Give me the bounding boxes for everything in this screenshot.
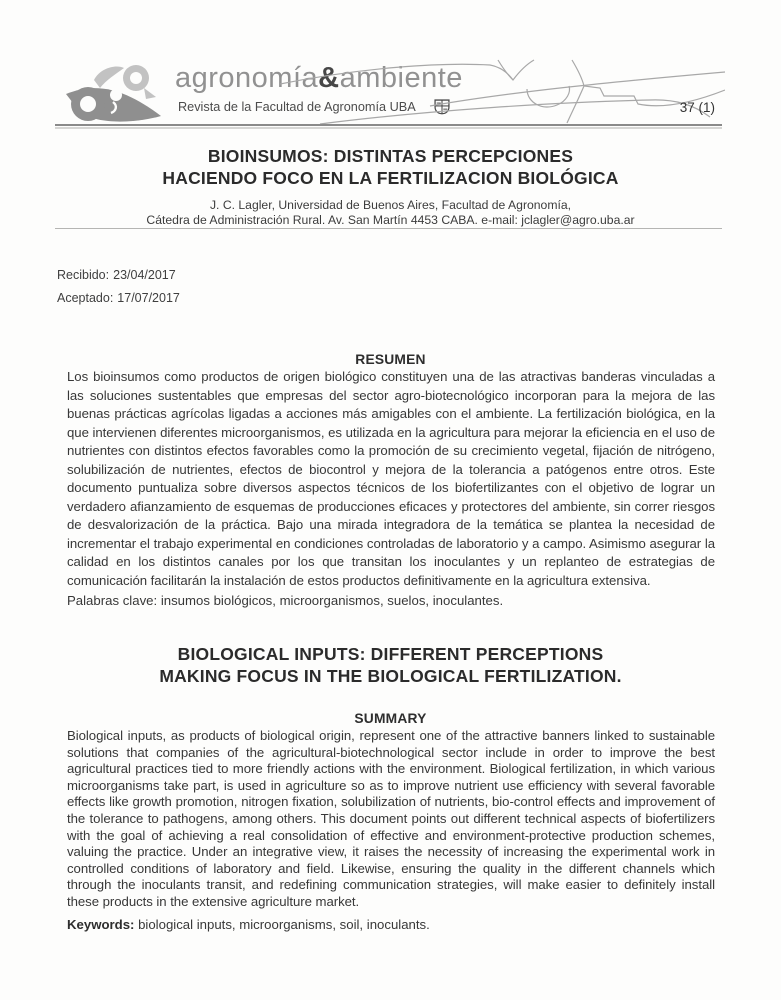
divider-rule <box>55 228 722 229</box>
keywords-line <box>67 917 715 934</box>
received-line <box>57 264 180 287</box>
received-date: 23/04/2017 <box>113 268 176 282</box>
brand-first-word: agronomía <box>175 62 319 94</box>
article-title-es-line2: HACIENDO FOCO EN LA FERTILIZACION BIOLÓGICA <box>162 167 619 188</box>
accepted-date: 17/07/2017 <box>117 290 180 305</box>
accepted-label: Aceptado: <box>57 290 114 305</box>
article-title-es <box>0 146 781 189</box>
author-affiliation <box>0 198 781 227</box>
brand-ampersand: & <box>318 62 340 94</box>
article-title-en-line1: BIOLOGICAL INPUTS: DIFFERENT PERCEPTIONS <box>177 644 604 664</box>
resumen-body: Los bioinsumos como productos de origen biológico constituyen una de las atractivas banderas vinculadas a las soluciones sustentables que empresas del sector agro-biotecnológico incorporan para la mejora de las buenas prácticas agrícolas ligadas a acciones más amigables con el ambiente. La fertilización biológica, en la que intervienen diferentes microorganismos, es utilizada en la agricultura para mejorar la eficiencia en el uso de nutrientes con distintos efectos favorables como la promoción de su crecimiento vegetal, fijación de nitrógeno, solubilización de nutrientes, efectos de biocontrol y mejora de la tolerancia a patógenos entre otros. Este documento puntualiza sobre diversos aspectos técnicos de los biofertilizantes con el objetivo de lograr un verdadero afianzamiento de esquemas de producciones eficaces y protectores del ambiente, sin correr riesgos de desvalorización de la práctica. Bajo una mirada integradora de la temática se plantea la necesidad de incrementar el trabajo experimental en condiciones controladas de laboratorio y a campo. Asimismo asegurar la calidad en los distintos canales por los que transitan los inoculantes y un replanteo de estrategias de comunicación facilitarán la instalación de estos productos definitivamente en la agricultura extensiva. <box>67 369 715 588</box>
author-line1: J. C. Lagler, Universidad de Buenos Aires, Facultad de Agronomía, <box>209 198 572 212</box>
resumen-heading: RESUMEN <box>355 352 426 367</box>
author-line2: Cátedra de Administración Rural. Av. San Martín 4453 CABA. e-mail: jclagler@agro.uba.ar <box>146 212 635 227</box>
manuscript-dates <box>57 264 180 309</box>
resumen-section <box>67 368 715 611</box>
summary-section <box>67 728 715 933</box>
keywords-text: biological inputs, microorganisms, soil, inoculants. <box>134 916 430 932</box>
issue-number: 37 (1) <box>679 100 715 115</box>
uba-crest-icon <box>433 99 451 115</box>
journal-logo <box>60 64 168 124</box>
received-label: Recibido: <box>57 268 110 282</box>
journal-brand <box>175 62 463 95</box>
summary-heading: SUMMARY <box>354 711 427 726</box>
accepted-line <box>57 287 180 310</box>
palabras-clave: Palabras clave: insumos biológicos, microorganismos, suelos, inoculantes. <box>67 593 504 608</box>
header-rule <box>55 124 722 126</box>
brand-second-word: ambiente <box>339 62 463 94</box>
summary-body: Biological inputs, as products of biological origin, represent one of the attractive banners linked to sustainable solutions that companies of the agricultural-biotechnological sector include in order to improve the best agricultural practices tied to more friendly actions with the environment. Biological fertilization, in which various microorganisms take part, is used in agriculture so as to improve nutrient use efficiency with several favorable effects like growth promotion, nitrogen fixation, solubilization of nutrients, bio-control effects and improvement of the tolerance to pathogens, among others. This document points out different technical aspects of biofertilizers with the goal of achieving a real consolidation of effective and environment-protective production schemes, valuing the practice. Under an integrative view, it raises the necessity of increasing the experimental work in controlled conditions of laboratory and field. Likewise, ensuring the quality in the different channels which through the inoculants transit, and redefining communication strategies, will make easier to definitely install these products in the extensive agriculture market. <box>67 728 715 909</box>
journal-subtitle: Revista de la Facultad de Agronomía UBA <box>178 100 416 114</box>
article-title-es-line1: BIOINSUMOS: DISTINTAS PERCEPCIONES <box>207 146 574 166</box>
keywords-label: Keywords: <box>67 916 135 932</box>
article-title-en-line2: MAKING FOCUS IN THE BIOLOGICAL FERTILIZATION. <box>159 666 622 686</box>
article-title-en <box>0 643 781 687</box>
